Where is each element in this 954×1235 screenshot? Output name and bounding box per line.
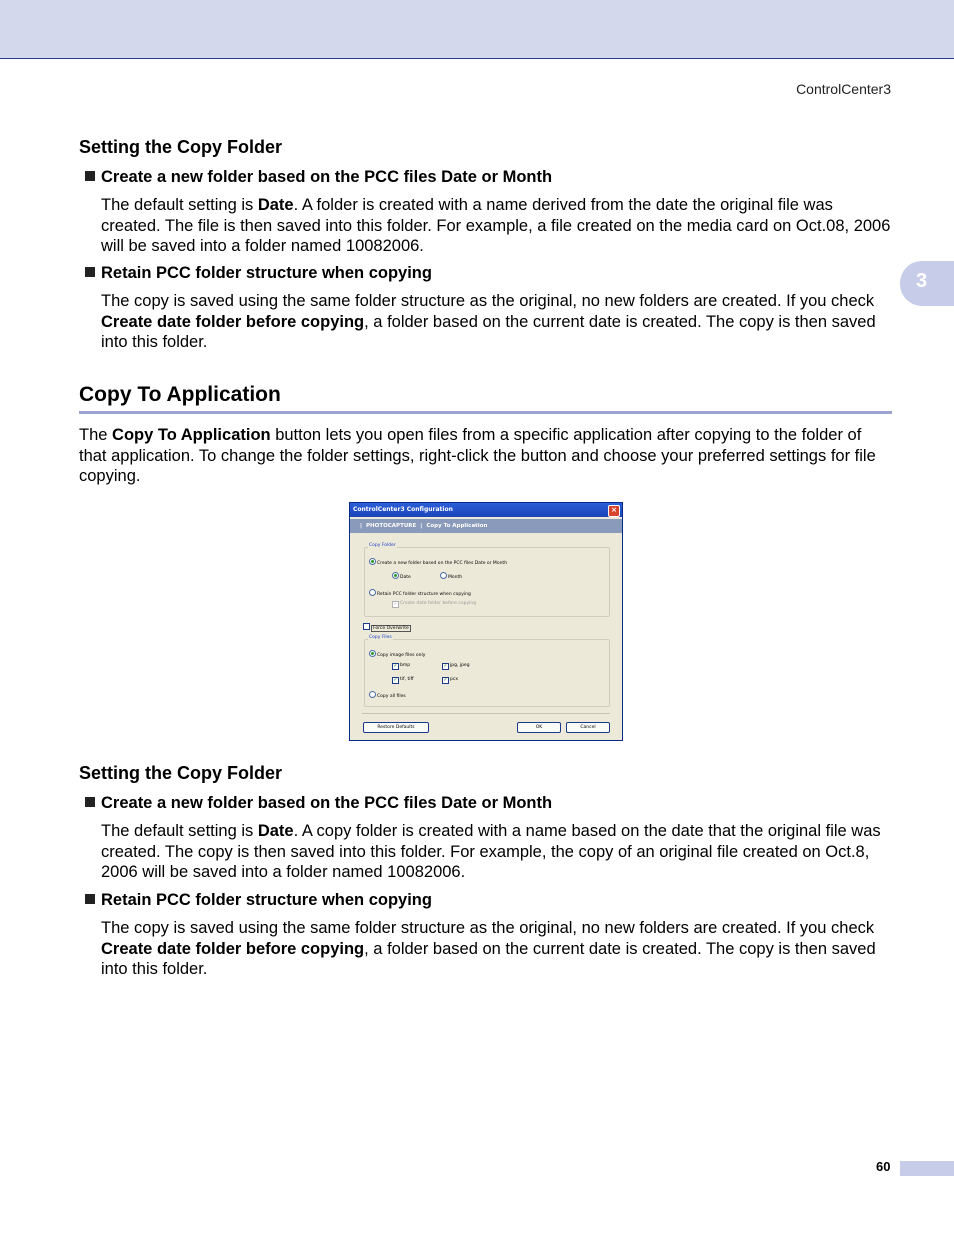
ok-button[interactable]: OK xyxy=(517,722,561,733)
chapter-tab xyxy=(900,261,954,306)
radio-month[interactable]: Month xyxy=(440,572,462,580)
bullet-heading xyxy=(85,794,552,813)
radio-selected-icon xyxy=(392,572,399,579)
bullet-square-icon xyxy=(85,797,95,807)
checkbox-empty-icon xyxy=(363,623,370,630)
checkbox-force-overwrite[interactable]: Force Overwrite xyxy=(363,623,411,631)
section-heading: Setting the Copy Folder xyxy=(79,763,283,783)
radio-all-files[interactable]: Copy all files xyxy=(369,691,406,699)
config-dialog-screenshot xyxy=(349,502,623,741)
close-icon[interactable]: × xyxy=(608,505,620,517)
header-band xyxy=(0,0,954,59)
bullet-heading xyxy=(85,168,552,187)
group-title: Copy Files xyxy=(369,635,392,640)
tab-photocapture[interactable]: PHOTOCAPTURE xyxy=(366,523,417,529)
radio-image-files-only[interactable]: Copy image files only xyxy=(369,650,425,658)
footer-bar xyxy=(900,1161,954,1176)
group-title: Copy Folder xyxy=(369,543,396,548)
header-label: ControlCenter3 xyxy=(796,81,891,97)
bullet-square-icon xyxy=(85,171,95,181)
bullet-text: Retain PCC folder structure when copying xyxy=(101,264,432,282)
bullet-text: Create a new folder based on the PCC files Date or Month xyxy=(101,168,553,186)
check-icon: ✓ xyxy=(443,663,448,669)
chapter-section-title: Copy To Application xyxy=(79,383,281,406)
dialog-titlebar xyxy=(350,503,622,517)
dialog-divider xyxy=(362,713,610,714)
bullet-square-icon xyxy=(85,894,95,904)
paragraph: The default setting is Date. A copy folder is created with a name based on the date that the original file was created. The copy is then saved into this folder. For example, the copy of an original file created on Oct.8, 2006 will be saved into a folder named 10082006. xyxy=(101,822,881,881)
bullet-heading xyxy=(85,264,432,283)
page-number: 60 xyxy=(876,1159,891,1174)
checkbox-bmp[interactable]: ✓ bmp xyxy=(393,663,411,669)
restore-defaults-button[interactable]: Restore Defaults xyxy=(363,722,429,733)
radio-icon xyxy=(369,589,376,596)
radio-icon xyxy=(440,572,447,579)
dialog-tab-bar: | PHOTOCAPTURE | Copy To Application xyxy=(350,519,622,533)
title-underline xyxy=(79,411,892,414)
radio-icon xyxy=(369,691,376,698)
tab-copy-to-application[interactable]: Copy To Application xyxy=(426,523,488,529)
radio-selected-icon xyxy=(369,558,376,565)
check-icon: ✓ xyxy=(393,601,398,607)
chapter-number: 3 xyxy=(916,270,928,292)
paragraph: The default setting is Date. A folder is created with a name derived from the date the original file was created. The file is then saved into this folder. For example, a file created on the media card on Oct.08, 2006 will be saved into a folder named 10082006. xyxy=(101,196,891,255)
bullet-text: Retain PCC folder structure when copying xyxy=(101,891,432,909)
dialog-title: ControlCenter3 Configuration xyxy=(353,506,453,513)
section-heading: Setting the Copy Folder xyxy=(79,137,283,157)
checkbox-create-date-folder[interactable]: ✓ Create date folder before copying xyxy=(393,601,477,607)
radio-date[interactable]: Date xyxy=(392,572,411,580)
check-icon: ✓ xyxy=(443,677,448,683)
paragraph: The Copy To Application button lets you open files from a specific application after copying to the folder of that application. To change the folder settings, right-click the button and choose your preferred settings for file copying. xyxy=(79,426,876,485)
radio-create-folder[interactable]: Create a new folder based on the PCC files Date or Month xyxy=(369,558,507,566)
check-icon: ✓ xyxy=(393,677,398,683)
bullet-text: Create a new folder based on the PCC files Date or Month xyxy=(101,794,553,812)
checkbox-jpg[interactable]: ✓ jpg, jpeg xyxy=(443,663,470,669)
bullet-heading xyxy=(85,891,432,910)
checkbox-pcx[interactable]: ✓ pcx xyxy=(443,677,458,683)
paragraph: The copy is saved using the same folder structure as the original, no new folders are created. If you check Create date folder before copying, a folder based on the current date is created. The copy is then saved into this folder. xyxy=(101,292,876,351)
checkbox-tif[interactable]: ✓ tif, tiff xyxy=(393,677,414,683)
cancel-button[interactable]: Cancel xyxy=(566,722,610,733)
paragraph: The copy is saved using the same folder structure as the original, no new folders are created. If you check Create date folder before copying, a folder based on the current date is created. The copy is then saved into this folder. xyxy=(101,919,876,978)
check-icon: ✓ xyxy=(393,663,398,669)
radio-retain-structure[interactable]: Retain PCC folder structure when copying xyxy=(369,589,471,597)
bullet-square-icon xyxy=(85,267,95,277)
radio-selected-icon xyxy=(369,650,376,657)
